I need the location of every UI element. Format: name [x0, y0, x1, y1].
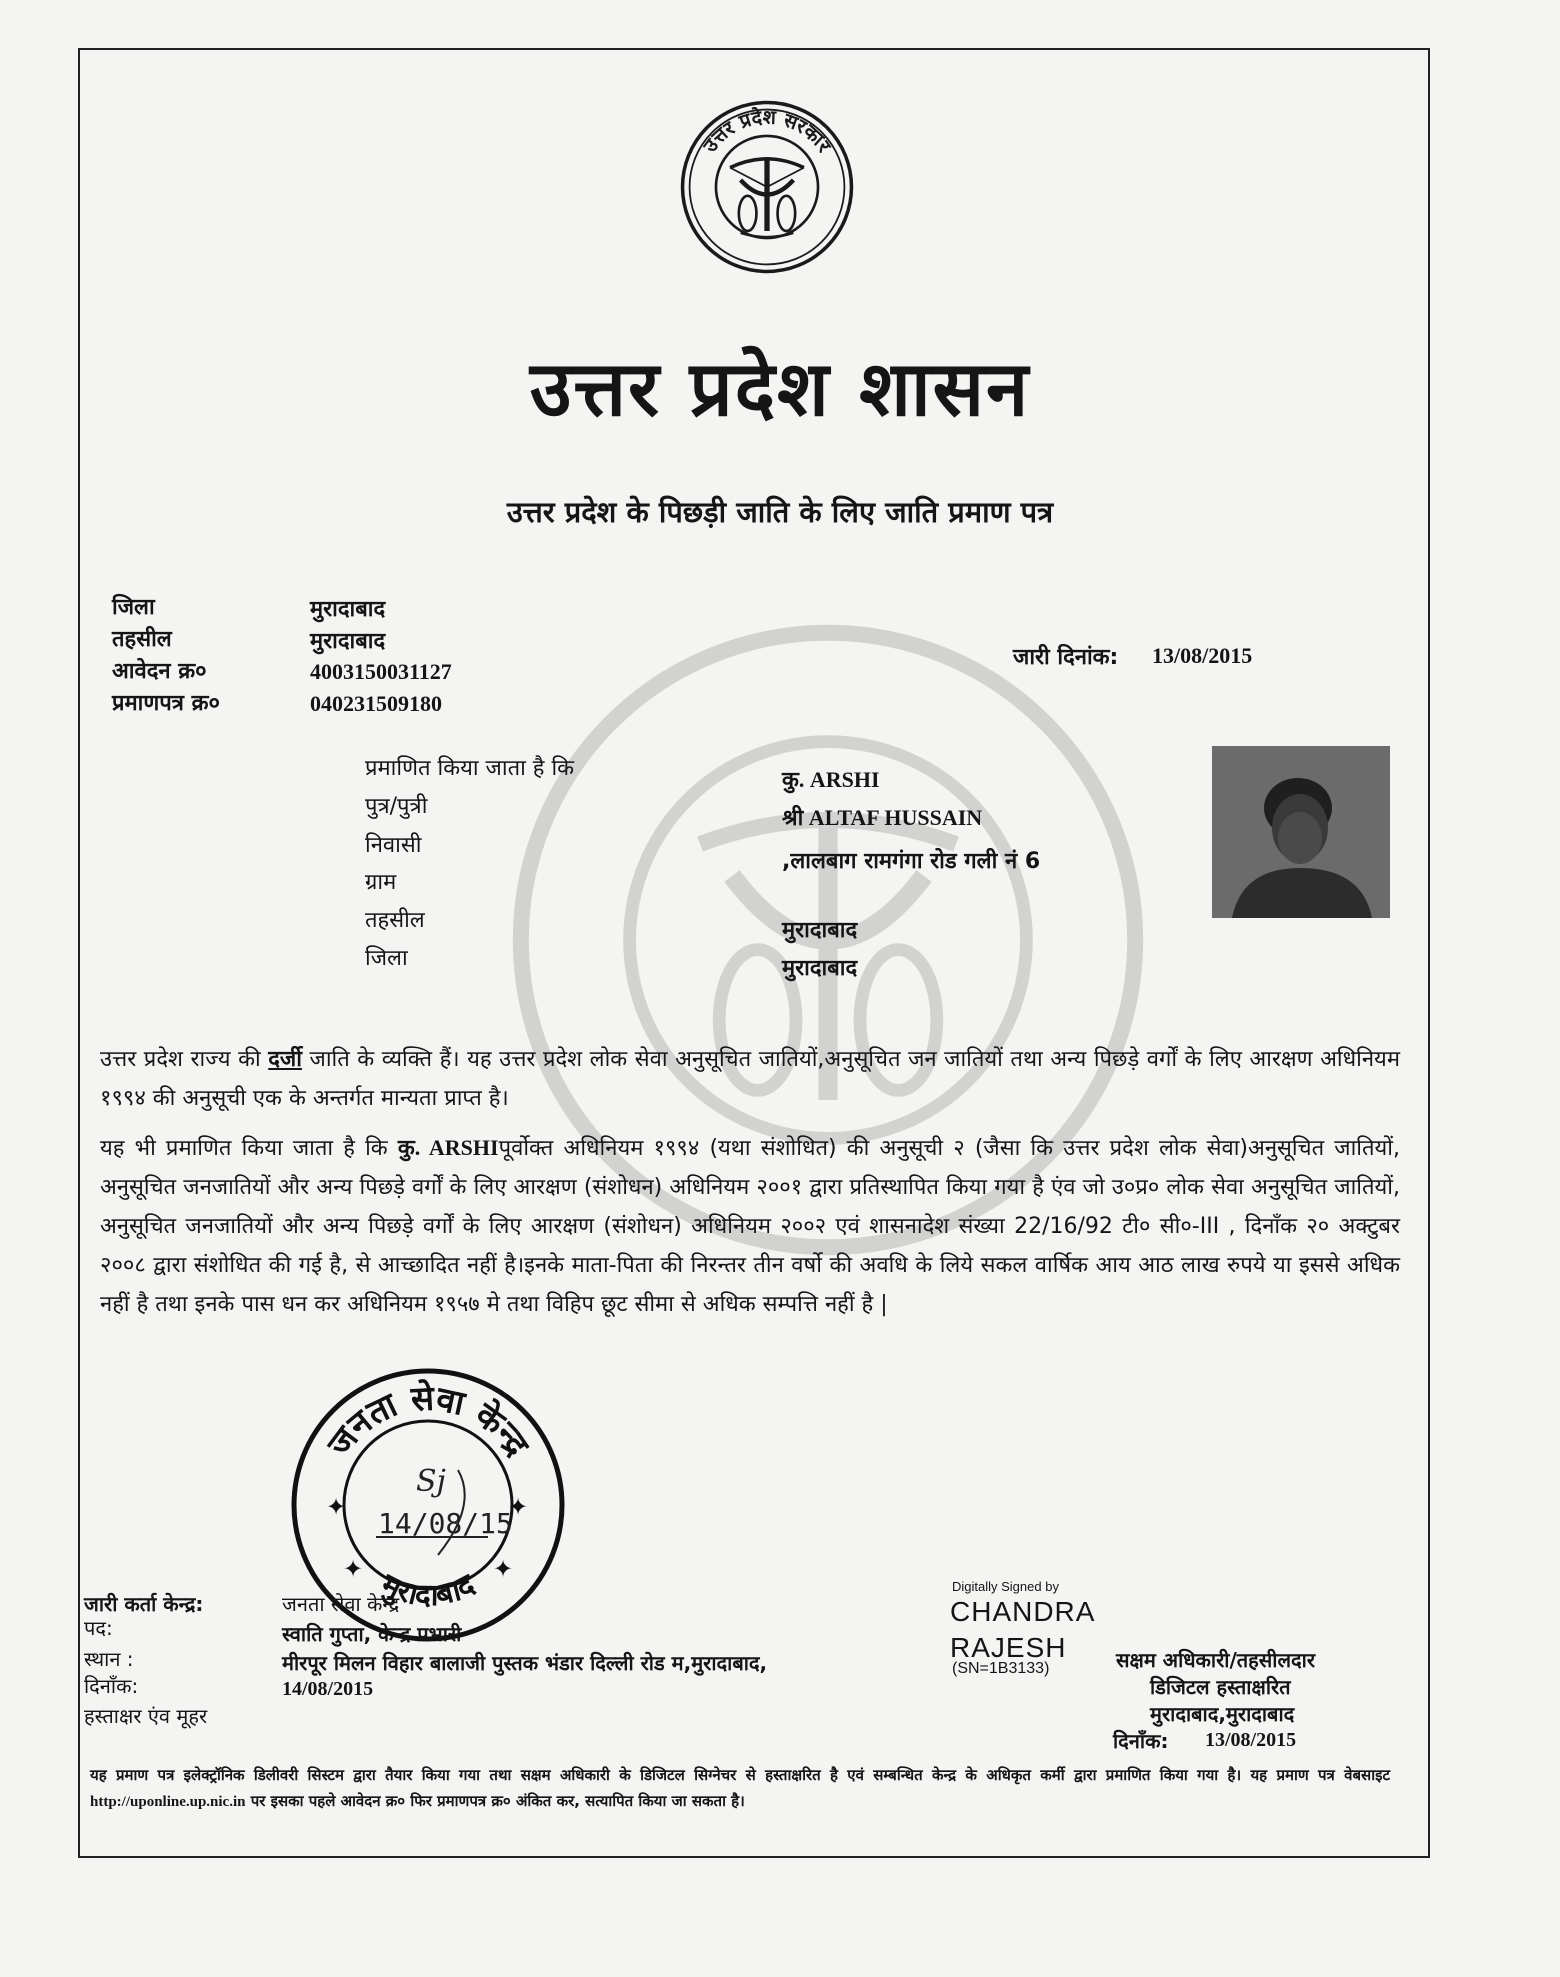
- resident-label: निवासी: [365, 833, 422, 858]
- place-label: स्थान :: [84, 1647, 134, 1671]
- signer-name-line2: RAJESH: [950, 1632, 1067, 1663]
- paragraph-certification: यह भी प्रमाणित किया जाता है कि कु. ARSHIपूर्वोक्त अधिनियम १९९४ (यथा संशोधित) की अनुसूची २ (जैसा कि उत्तर प्रदेश लोक सेवा)अनुसूचित जातियों, अनुसूचित जनजातियों और अन्य पिछड़े वर्गों के लिए आरक्षण (संशोधन) अधिनियम २००१ द्वारा प्रतिस्थापित किया गया है एंव जो उ०प्र० लोक सेवा अनुसूचित जातियों, अनुसूचित जनजातियों और अन्य पिछड़े वर्गों के लिए आरक्षण (संशोधन) अधिनियम २००२ एवं शासनादेश संख्या 22/16/92 टी० सी०-III , दिनाँक २० अक्टुबर २००८ द्वारा संशोधित की गई है, से आच्छादित नहीं है।इनके माता-पिता की निरन्तर तीन वर्षो की अवधि के लिये सकल वार्षिक आय आठ लाख रुपये या इससे अधिक नहीं है तथा इनके पास धन कर अधिनियम १९५७ मे तथा विहिप छूट सीमा से अधिक सम्पत्ति नहीं है |: [100, 1135, 1400, 1317]
- certificate-subtitle: उत्तर प्रदेश के पिछड़ी जाति के लिए जाति प्रमाण पत्र: [506, 495, 1054, 529]
- applicant-name: कु. ARSHI: [782, 767, 880, 792]
- verification-url[interactable]: http://uponline.up.nic.in: [90, 1794, 246, 1810]
- applicant-name-inline: कु. ARSHI: [397, 1135, 499, 1160]
- district-value: मुरादाबाद: [310, 597, 386, 622]
- post-label: पद:: [84, 1616, 113, 1640]
- signer-name-line1: CHANDRA: [950, 1596, 1096, 1627]
- field-tehsil-value: मुरादाबाद: [782, 918, 858, 943]
- application-no-value: 4003150031127: [310, 659, 452, 684]
- authority-date-label: दिनाँक:: [1113, 1729, 1169, 1753]
- paragraph-caste: उत्तर प्रदेश राज्य की दर्जी जाति के व्यक्ति हैं। यह उत्तर प्रदेश लोक सेवा अनुसूचित जातियों,अनुसूचित जन जातियों तथा अन्य पिछड़े वर्गों के लिए आरक्षण अधिनियम १९९४ की अनुसूची एक के अन्तर्गत मान्यता प्राप्त है।: [100, 1047, 1400, 1111]
- post-value: स्वाति गुप्ता, केन्द्र प्रभारी: [282, 1622, 462, 1646]
- page-title: उत्तर प्रदेश शासन: [529, 344, 1031, 433]
- svg-text:उत्तर प्रदेश सरकार: उत्तर प्रदेश सरकार: [698, 105, 836, 157]
- village-label: ग्राम: [365, 870, 397, 895]
- issue-date-label: जारी दिनांक:: [1013, 645, 1119, 670]
- place-value: मीरपूर मिलन विहार बालाजी पुस्तक भंडार दिल्ली रोड म,मुरादाबाद,: [282, 1651, 768, 1675]
- field-district-label: जिला: [365, 946, 408, 971]
- issue-date-value: 13/08/2015: [1152, 643, 1253, 668]
- footer-date-value: 14/08/2015: [282, 1678, 374, 1700]
- resident-address: ,लालबाग रामगंगा रोड गली नं 6: [782, 849, 1041, 874]
- svg-text:✦: ✦: [343, 1555, 364, 1583]
- footer-date-label: दिनाँक:: [84, 1674, 139, 1698]
- certified-label: प्रमाणित किया जाता है कि: [365, 756, 575, 781]
- district-label: जिला: [112, 595, 155, 620]
- svg-text:✦: ✦: [493, 1555, 514, 1583]
- authority-location: मुरादाबाद,मुरादाबाद: [1150, 1702, 1295, 1726]
- field-district-value: मुरादाबाद: [782, 956, 858, 981]
- application-no-label: आवेदन क्र०: [112, 659, 207, 684]
- svg-text:✦: ✦: [508, 1493, 529, 1521]
- issuing-centre-value: जनता सेवा केन्द्र: [282, 1592, 400, 1616]
- authority-title: सक्षम अधिकारी/तहसीलदार: [1116, 1648, 1316, 1672]
- digitally-signed-label: Digitally Signed by: [952, 1579, 1059, 1594]
- footnote: यह प्रमाण पत्र इलेक्ट्रॉनिक डिलीवरी सिस्टम द्वारा तैयार किया गया तथा सक्षम अधिकारी के डिजिटल सिग्नेचर से हस्ताक्षरित है एवं सम्बन्धित केन्द्र के अधिकृत कर्मी द्वारा प्रमाणित किया गया है। यह प्रमाण पत्र वेबसाइट http://uponline.up.nic.in पर इसका पहले आवेदन क्र० फिर प्रमाणपत्र क्र० अंकित कर, सत्यापित किया जा सकता है।: [90, 1766, 1390, 1810]
- field-tehsil-label: तहसील: [365, 908, 425, 933]
- issuing-centre-label: जारी कर्ता केन्द्र:: [84, 1592, 204, 1616]
- father-name: श्री ALTAF HUSSAIN: [782, 805, 983, 830]
- svg-text:✦: ✦: [326, 1493, 347, 1521]
- tehsil-value: मुरादाबाद: [310, 629, 386, 654]
- state-emblem-logo: [679, 99, 855, 275]
- certificate-no-value: 040231509180: [310, 691, 442, 716]
- svg-text:14/08/15: 14/08/15: [378, 1507, 513, 1540]
- certificate-no-label: प्रमाणपत्र क्र०: [112, 691, 220, 716]
- authority-date-value: 13/08/2015: [1205, 1729, 1297, 1751]
- sign-seal-label: हस्ताक्षर एंव मूहर: [84, 1704, 208, 1728]
- svg-text:मुरादाबाद: मुरादाबाद: [375, 1567, 481, 1614]
- svg-text:Sj: Sj: [416, 1464, 446, 1499]
- svg-text:जनता सेवा केन्द्र: जनता सेवा केन्द्र: [319, 1378, 537, 1464]
- tehsil-label: तहसील: [112, 627, 172, 652]
- authority-signed: डिजिटल हस्ताक्षरित: [1150, 1675, 1291, 1699]
- signature-serial: (SN=1B3133): [952, 1660, 1050, 1677]
- relation-label: पुत्र/पुत्री: [365, 794, 428, 819]
- caste-name: दर्जी: [268, 1047, 302, 1072]
- applicant-photo: [1212, 746, 1390, 918]
